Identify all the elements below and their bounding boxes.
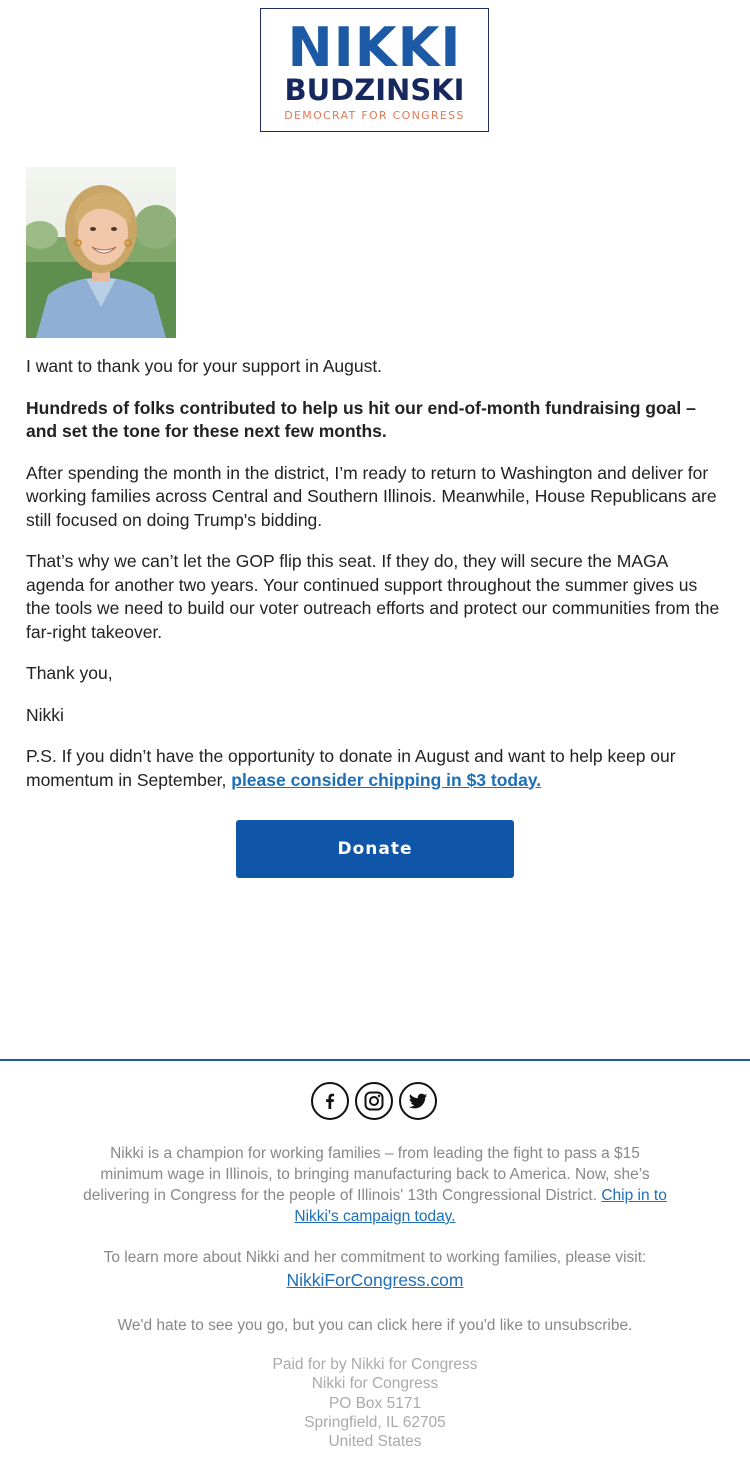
chip-in-link[interactable]: please consider chipping in $3 today. <box>231 769 542 790</box>
paragraph-goal: Hundreds of folks contributed to help us hit our end-of-month fundraising goal – and set the tone for these next few months. <box>26 397 696 441</box>
signature: Nikki <box>26 704 64 725</box>
footer-learn-more <box>80 1247 670 1292</box>
donate-button[interactable]: Donate <box>236 820 514 878</box>
candidate-photo-image <box>26 167 176 338</box>
logo-last-name: BUDZINSKI <box>284 73 465 107</box>
org-line: Nikki for Congress <box>311 1375 439 1393</box>
footer-learn-more-text: To learn more about Nikki and her commitment to working families, please visit: <box>103 1249 647 1266</box>
po-box-line: PO Box 5171 <box>328 1394 422 1412</box>
paragraph-district: After spending the month in the district, I’m ready to return to Washington and deliver for working families across Central and Southern Illinois. Meanwhile, House Republicans are still focused on doing Trump's bidding. <box>26 462 717 530</box>
footer-address <box>200 1355 550 1451</box>
paragraph-thanks: I want to thank you for your support in August. <box>26 356 383 376</box>
instagram-link[interactable] <box>355 1082 393 1120</box>
twitter-link[interactable] <box>399 1082 437 1120</box>
logo-first-name: NIKKI <box>287 16 462 79</box>
country-line: United States <box>328 1433 422 1451</box>
footer-chip-in-link[interactable]: Chip in to Nikki's campaign today. <box>294 1187 667 1225</box>
postscript-text: P.S. If you didn’t have the opportunity to donate in August and want to help keep our momentum in September, <box>26 746 676 790</box>
postscript <box>26 745 726 792</box>
footer-about-text: Nikki is a champion for working families – from leading the fight to pass a $15 minimum wage in Illinois, to bringing manufacturing back to America. Now, she’s delivering in Congress for the people of Illinois' 13th Congressional District. <box>83 1145 650 1204</box>
website-link[interactable]: NikkiForCongress.com <box>286 1270 464 1290</box>
paid-for-line: Paid for by Nikki for Congress <box>272 1356 478 1373</box>
facebook-link[interactable] <box>311 1082 349 1120</box>
footer-about <box>80 1143 670 1227</box>
campaign-logo <box>260 8 489 132</box>
candidate-photo <box>26 167 176 338</box>
instagram-icon <box>363 1090 385 1112</box>
facebook-icon <box>320 1091 340 1111</box>
footer-divider <box>0 1059 750 1061</box>
unsubscribe-text[interactable]: We'd hate to see you go, but you can click here if you'd like to unsubscribe. <box>117 1317 633 1334</box>
closing-line: Thank you, <box>26 663 113 683</box>
city-line: Springfield, IL 62705 <box>304 1413 446 1431</box>
paragraph-gop: That’s why we can’t let the GOP flip this seat. If they do, they will secure the MAGA agenda for another two years. Your continued support throughout the summer gives us the tools we need to build our voter outreach efforts and protect our communities from the far-right takeover. <box>26 551 720 642</box>
email-body <box>26 355 726 810</box>
logo-tagline: DEMOCRAT FOR CONGRESS <box>284 109 465 122</box>
twitter-icon <box>407 1090 429 1112</box>
